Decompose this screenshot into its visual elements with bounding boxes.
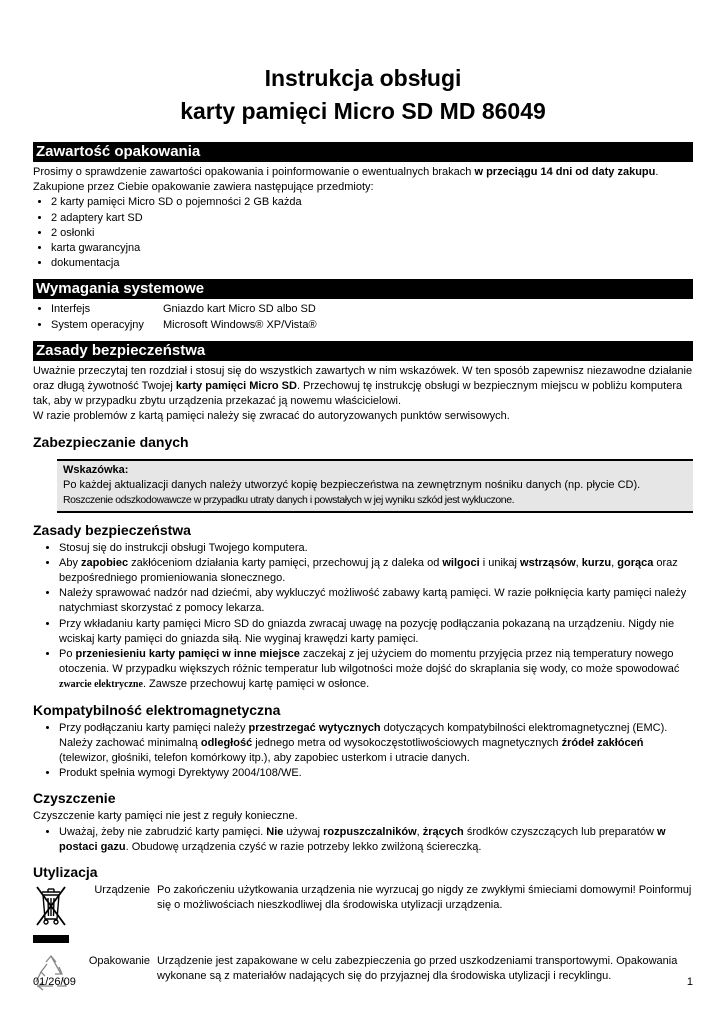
subheading-safety-rules: Zasady bezpieczeństwa [33,521,191,538]
list-item: • Należy sprawować nadzór nad dziećmi, aby wykluczyć możliwość zabawy kartą pamięci. W razie połknięcia karty pamięci należy natychmiast skorzystać z pomocy lekarza. [59,586,693,616]
text: dotyczących kompatybilności elektromagnetycznej (EMC). Należy zachować minimalną [59,721,668,749]
text: , [575,556,582,569]
contents-list [33,195,693,271]
bold-text: kurzu [581,556,612,569]
text: . Obudowę urządzenia czyść w razie potrzeby lekko zwilżoną ściereczką. [125,840,482,853]
list-item: • dokumentacja [51,256,693,271]
text: oraz bezpośredniego promieniowania słonecznego. [59,556,678,585]
text: używaj [283,825,324,838]
text: Uważnie przeczytaj ten rozdział i stosuj się do wszystkich zawartych w nim wskazówek. W ten sposób zapewnisz niezawodne działanie oraz długą żywotność Twojej [33,364,693,393]
section-heading-contents: Zawartość opakowania [33,142,693,162]
text: , [611,556,618,569]
list-item [59,825,693,855]
text: zakłóceniom działania karty pamięci, przechowuj ją z daleka od [128,556,443,569]
requirement-value: Microsoft Windows® XP/Vista® [163,318,317,331]
bold-text: przeniesieniu karty pamięci w inne miejsce [75,648,300,661]
bold-text: żrących [422,825,464,838]
subheading-data-protection: Zabezpieczanie danych [33,433,189,450]
hint-box [57,459,693,513]
list-item: • 2 adaptery kart SD [51,211,693,226]
subheading-disposal: Utylizacja [33,864,98,881]
requirement-key: • System operacyjny [51,318,144,331]
list-item [59,721,693,767]
text: . Przechowuj tę instrukcję obsługi w bezpiecznym miejscu w pobliżu komputera tak, aby w przypadku zbytu urządzenia przekazać ją nowemu właścicielowi. [33,380,683,408]
disposal-key-text: Urządzenie [94,884,150,897]
requirement-value: Gniazdo kart Micro SD albo SD [163,303,316,316]
list-item: • karta gwarancyjna [51,241,693,256]
text: , [416,825,423,838]
text: zaczekaj z jej użyciem do momentu przyjęcia przez nią temperatury nowego otoczenia. W przypadku większych różnic temperatur lub wilgotności może dojść do skraplania się wody, co może spowodować [59,648,680,676]
list-item [59,647,693,693]
text: Aby [59,556,82,569]
crossed-bin-icon [33,883,73,950]
emc-list [33,721,693,782]
text: jednego metra od wysokoczęstotliwościowych magnetycznych [252,736,562,749]
text: . Zawsze przechowuj kartę pamięci w osłonce. [142,678,370,691]
subheading-cleaning: Czyszczenie [33,790,116,807]
disposal-value-text: Urządzenie jest zapakowane w celu zabezpieczenia go przed uszkodzeniami transportowymi. Opakowania wykonane są z materiałów nadających się do przyjaznej dla środowiska utylizacji i recyklingu. [157,955,678,983]
cleaning-list [33,825,693,855]
section-heading-safety: Zasady bezpieczeństwa [33,341,693,361]
text: Po [59,648,76,661]
text: środków czyszczących lub preparatów [463,825,657,838]
bold-text: źródeł zakłóceń [561,736,644,749]
cleaning-intro: Czyszczenie karty pamięci nie jest z reguły konieczne. [33,810,298,823]
hint-line-1: Po każdej aktualizacji danych należy utworzyć kopię bezpieczeństwa na zewnętrznym nośniku danych (np. płycie CD). [63,478,641,491]
text: . [655,166,659,178]
disposal-key-text: Opakowanie [88,955,150,968]
hint-label: Wskazówka: [63,463,129,476]
list-item [51,302,693,317]
deadline-text: w przeciągu 14 dni od daty zakupu [474,166,656,178]
footer-date: 01/26/09 [33,976,76,988]
document-title [33,62,693,128]
bold-text: przestrzegać wytycznych [248,721,381,734]
disposal-row-device [33,883,693,950]
list-item: • Przy wkładaniu karty pamięci Micro SD do gniazda zwracaj uwagę na pozycję podłączania pokazaną na urządzeniu. Nigdy nie wciskaj karty pamięci do gniazda siłą. Nie wyginaj krawędzi karty pamięci. [59,617,693,647]
title-line-2: karty pamięci Micro SD MD 86049 [180,98,546,124]
list-item: • 2 karty pamięci Micro SD o pojemności 2 GB każda [51,195,693,210]
contents-list-intro: Zakupione przez Ciebie opakowanie zawiera następujące przedmioty: [33,181,374,194]
document-page [33,62,693,999]
requirements-section [33,302,693,332]
text: Uważaj, żeby nie zabrudzić karty pamięci. [59,825,267,838]
text: i unikaj [479,556,521,569]
page-footer [33,976,693,988]
title-line-1: Instrukcja obsługi [264,65,462,91]
bold-text: Nie [266,825,284,838]
bold-text: rozpuszczalników [323,825,417,838]
disposal-value [157,883,693,950]
bold-text: wilgoci [442,556,480,569]
disposal-key [73,883,157,950]
safety-intro [33,364,693,410]
list-item [59,556,693,586]
list-item: • Produkt spełnia wymogi Dyrektywy 2004/108/WE. [59,766,693,781]
contents-section [33,165,693,271]
safety-section [33,364,693,425]
subheading-emc: Kompatybilność elektromagnetyczna [33,701,281,718]
text: Przy podłączaniu karty pamięci należy [59,721,249,734]
contents-intro [33,165,693,180]
text: Prosimy o sprawdzenie zawartości opakowania i poinformowanie o ewentualnych brakach [33,166,475,178]
bold-text: gorąca [617,556,654,569]
hint-line-2: Roszczenie odszkodowawcze w przypadku utraty danych i powstałych w jej wyniku szkód jest wykluczone. [63,493,515,506]
disposal-value-text: Po zakończeniu użytkowania urządzenia nie wyrzucaj go nigdy ze zwykłymi śmieciami domowymi! Poinformuj się o możliwościach nieszkodliwej dla środowiska utylizacji urządzenia. [157,884,692,912]
safety-rules-list [33,541,693,693]
list-item [51,318,693,333]
bold-text: odległość [200,736,253,749]
requirement-key: • Interfejs [51,303,91,316]
bold-text: w postaci gazu [59,825,666,853]
bold-text: zwarcie elektryczne [59,679,143,691]
bold-text: wstrząsów [520,556,576,569]
list-item: • 2 osłonki [51,226,693,241]
page-number: 1 [686,976,693,988]
requirements-list [33,302,693,332]
list-item: • Stosuj się do instrukcji obsługi Twojego komputera. [59,541,693,556]
safety-service-note: W razie problemów z kartą pamięci należy się zwracać do autoryzowanych punktów serwisowych. [33,410,510,423]
product-name: karty pamięci Micro SD [175,380,297,393]
bold-text: zapobiec [81,556,129,569]
text: (telewizor, głośniki, telefon komórkowy itp.), aby zapobiec usterkom i utracie danych. [59,752,470,765]
section-heading-requirements: Wymagania systemowe [33,279,693,299]
